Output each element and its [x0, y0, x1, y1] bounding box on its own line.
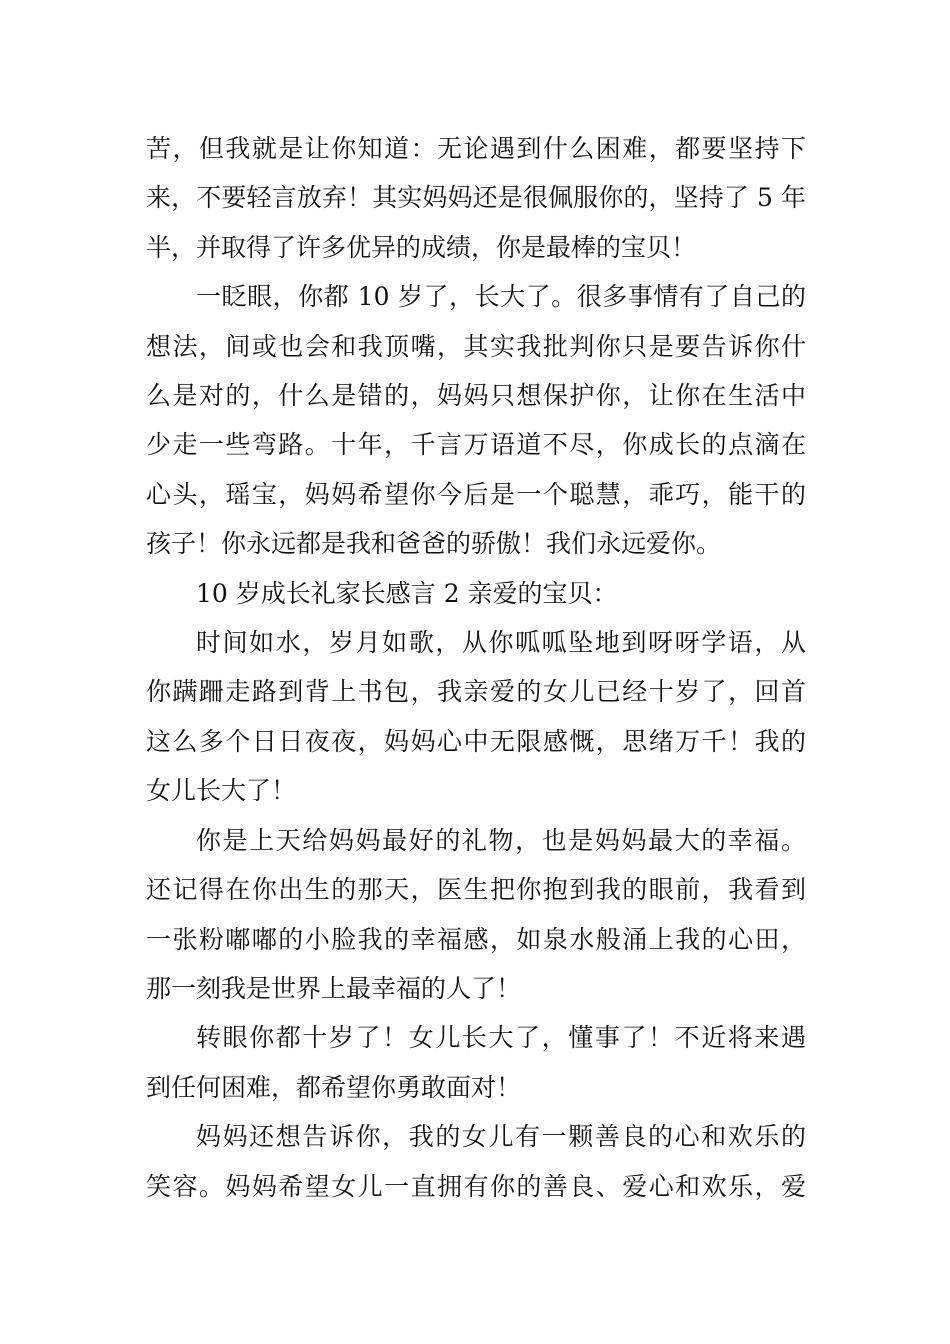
- text-line: 想法，间或也会和我顶嘴，其实我批判你只是要告诉你什: [146, 331, 806, 361]
- text-line: 这么多个日日夜夜，妈妈心中无限感慨，思绪万千！我的: [146, 726, 806, 756]
- paragraph: [146, 124, 806, 272]
- text-line: 那一刻我是世界上最幸福的人了！: [146, 973, 522, 1003]
- text-line: 女儿长大了！: [146, 776, 297, 806]
- text-line: 还记得在你出生的那天，医生把你抱到我的眼前，我看到: [146, 875, 806, 905]
- paragraph: [146, 816, 806, 1014]
- paragraph: [146, 1112, 806, 1211]
- text-line: 你是上天给妈妈最好的礼物，也是妈妈最大的幸福。: [196, 825, 806, 855]
- text-line: 心头，瑶宝，妈妈希望你今后是一个聪慧，乖巧，能干的: [146, 479, 806, 509]
- text-line: 来，不要轻言放弃！其实妈妈还是很佩服你的，坚持了 5 年: [146, 183, 806, 213]
- text-line: 到任何困难，都希望你勇敢面对！: [146, 1072, 522, 1102]
- text-line: 少走一些弯路。十年，千言万语道不尽，你成长的点滴在: [146, 430, 806, 460]
- text-line: 时间如水，岁月如歌，从你呱呱坠地到呀呀学语，从: [196, 628, 806, 658]
- text-line: 你蹒跚走路到背上书包，我亲爱的女儿已经十岁了，回首: [146, 677, 806, 707]
- text-line: 一眨眼，你都 10 岁了，长大了。很多事情有了自己的: [196, 282, 806, 312]
- paragraph: [146, 618, 806, 816]
- text-line: 一张粉嘟嘟的小脸我的幸福感，如泉水般涌上我的心田，: [146, 924, 806, 954]
- document-body: [146, 124, 806, 1211]
- text-line: 转眼你都十岁了！女儿长大了，懂事了！不近将来遇: [196, 1023, 806, 1053]
- text-line: 孩子！你永远都是我和爸爸的骄傲！我们永远爱你。: [146, 529, 722, 559]
- text-line: 笑容。妈妈希望女儿一直拥有你的善良、爱心和欢乐，爱: [146, 1171, 806, 1201]
- text-line: 10 岁成长礼家长感言 2 亲爱的宝贝：: [196, 578, 618, 608]
- text-line: 妈妈还想告诉你，我的女儿有一颗善良的心和欢乐的: [196, 1122, 806, 1152]
- text-line: 么是对的，什么是错的，妈妈只想保护你，让你在生活中: [146, 381, 806, 411]
- text-line: 苦，但我就是让你知道：无论遇到什么困难，都要坚持下: [146, 134, 806, 163]
- paragraph-heading: [146, 569, 806, 618]
- paragraph: [146, 272, 806, 568]
- paragraph: [146, 1013, 806, 1112]
- text-line: 半，并取得了许多优异的成绩，你是最棒的宝贝！: [146, 232, 697, 262]
